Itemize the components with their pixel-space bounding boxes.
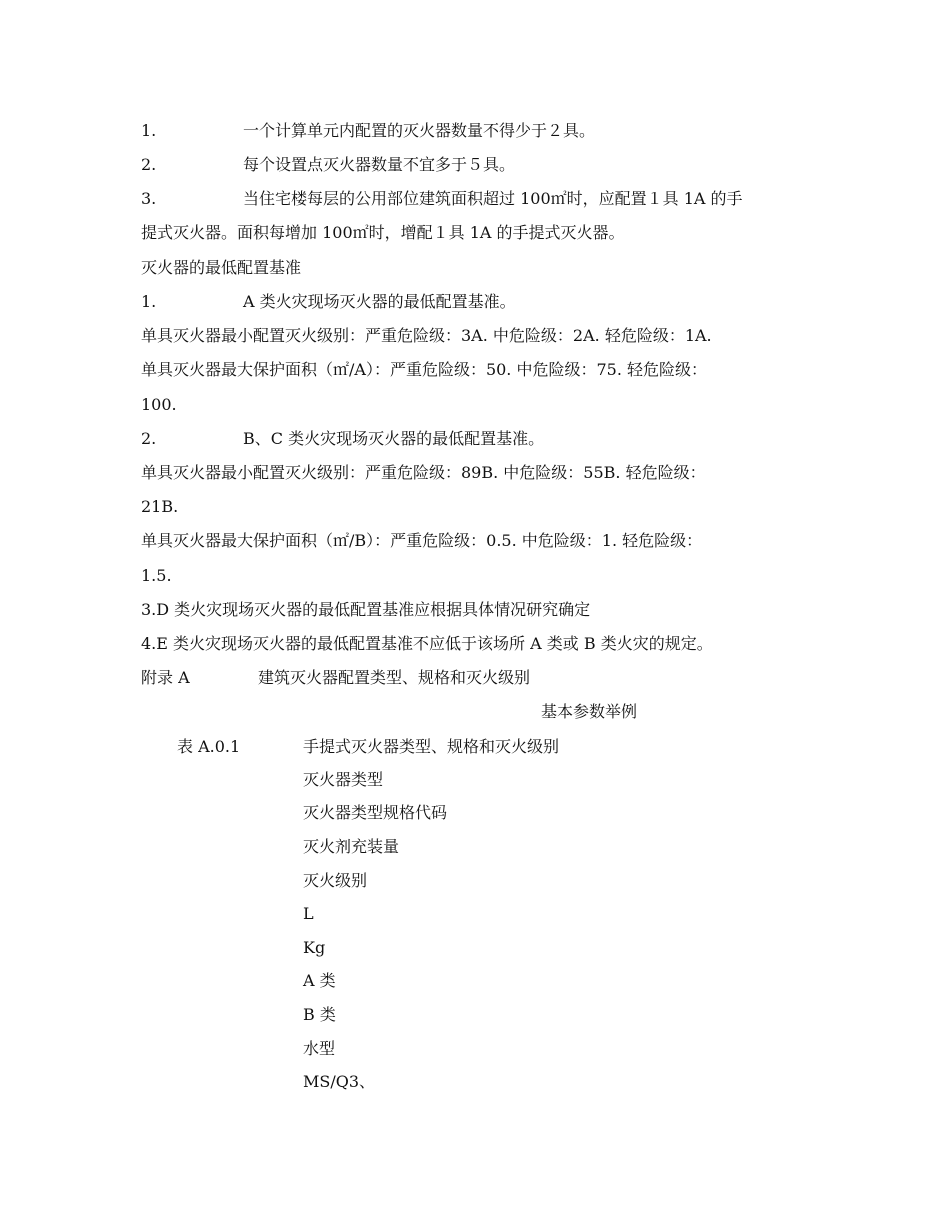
base-d-text: 3.D 类火灾现场灭火器的最低配置基准应根据具体情况研究确定	[141, 600, 591, 619]
base-a-max-area-cont: 100.	[141, 395, 177, 414]
subtitle: 基本参数举例	[541, 702, 638, 721]
base-e-text: 4.E 类火灾现场灭火器的最低配置基准不应低于该场所 A 类或 B 类火灾的规定。	[141, 634, 713, 653]
table-label: 表 A.0.1	[177, 737, 241, 756]
table-item: 灭火级别	[303, 871, 368, 890]
section-title: 灭火器的最低配置基准	[141, 258, 302, 277]
rule-1-text: 一个计算单元内配置的灭火器数量不得少于２具。	[243, 121, 596, 140]
base-bc-min-level-cont: 21B.	[141, 497, 179, 516]
table-item: L	[303, 904, 314, 923]
rule-3-number: 3.	[141, 189, 157, 208]
table-item: 水型	[303, 1039, 336, 1058]
table-item: B 类	[303, 1005, 336, 1024]
base-a-max-area: 单具灭火器最大保护面积（㎡/A）：严重危险级：50. 中危险级：75. 轻危险级：	[141, 360, 708, 379]
base-bc-text: B、C 类火灾现场灭火器的最低配置基准。	[243, 429, 545, 448]
rule-3-continuation: 提式灭火器。面积每增加 100㎡时，增配１具 1A 的手提式灭火器。	[141, 223, 625, 242]
table-item: 灭火器类型规格代码	[303, 803, 448, 822]
base-a-min-level: 单具灭火器最小配置灭火级别：严重危险级：3A. 中危险级：2A. 轻危险级：1A.	[141, 326, 712, 345]
table-item: Kg	[303, 938, 326, 957]
base-a-text: A 类火灾现场灭火器的最低配置基准。	[243, 292, 516, 311]
base-a-number: 1.	[141, 292, 157, 311]
table-item: A 类	[303, 971, 336, 990]
table-title: 手提式灭火器类型、规格和灭火级别	[303, 737, 560, 756]
rule-3-text: 当住宅楼每层的公用部位建筑面积超过 100㎡时，应配置１具 1A 的手	[243, 189, 743, 208]
base-bc-max-area-cont: 1.5.	[141, 566, 172, 585]
rule-2-number: 2.	[141, 155, 157, 174]
rule-2-text: 每个设置点灭火器数量不宜多于５具。	[243, 155, 516, 174]
table-item: 灭火器类型	[303, 770, 384, 789]
appendix-label: 附录 A	[141, 668, 190, 687]
base-bc-max-area: 单具灭火器最大保护面积（㎡/B）：严重危险级：0.5. 中危险级：1. 轻危险级：	[141, 531, 703, 550]
table-item: 灭火剂充装量	[303, 837, 400, 856]
base-bc-number: 2.	[141, 429, 157, 448]
rule-1-number: 1.	[141, 121, 157, 140]
base-bc-min-level: 单具灭火器最小配置灭火级别：严重危险级：89B. 中危险级：55B. 轻危险级：	[141, 463, 706, 482]
table-item: MS/Q3、	[303, 1072, 376, 1091]
appendix-title: 建筑灭火器配置类型、规格和灭火级别	[258, 668, 531, 687]
